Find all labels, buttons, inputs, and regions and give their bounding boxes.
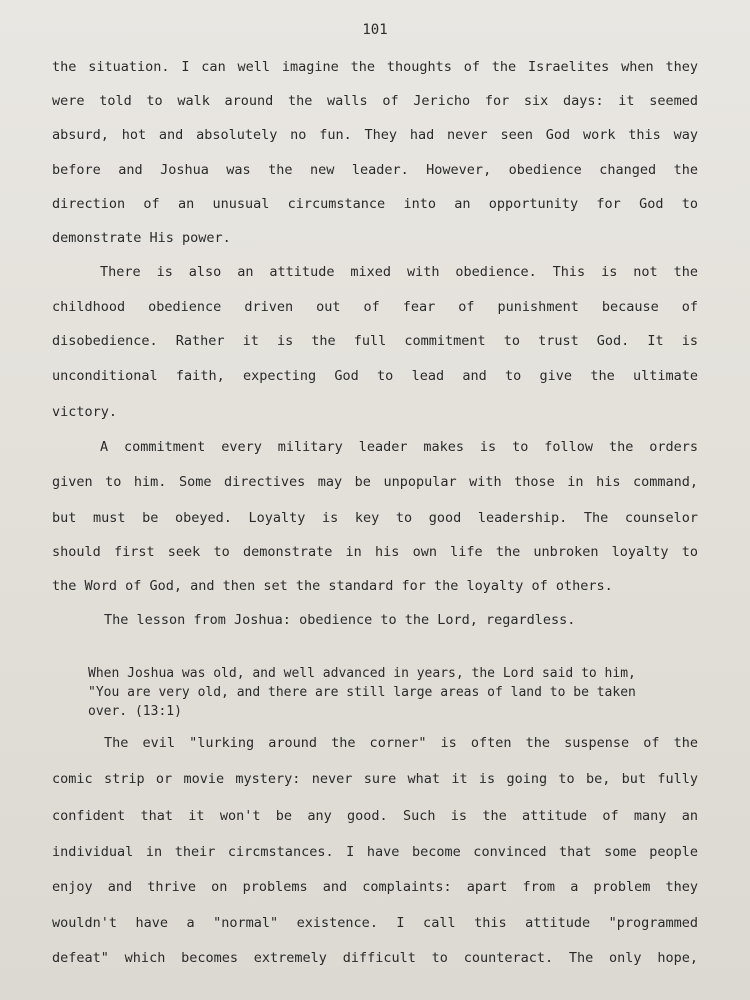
quote-line: over. (13:1) bbox=[88, 704, 182, 719]
text-line: before and Joshua was the new leader. However, obedience changed the bbox=[52, 162, 698, 178]
text-line: absurd, hot and absolutely no fun. They had never seen God work this way bbox=[52, 127, 698, 143]
text-line: demonstrate His power. bbox=[52, 230, 231, 246]
text-line: childhood obedience driven out of fear of punishment because of bbox=[52, 299, 698, 315]
text-line: unconditional faith, expecting God to lead and to give the ultimate bbox=[52, 368, 698, 384]
text-line: There is also an attitude mixed with obedience. This is not the bbox=[100, 264, 698, 280]
text-line: A commitment every military leader makes is to follow the orders bbox=[100, 439, 698, 455]
quote-line: "You are very old, and there are still large areas of land to be taken bbox=[88, 685, 636, 700]
text-line: individual in their circmstances. I have become convinced that some people bbox=[52, 844, 698, 860]
text-line: comic strip or movie mystery: never sure what it is going to be, but fully bbox=[52, 771, 698, 787]
text-line: direction of an unusual circumstance into an opportunity for God to bbox=[52, 196, 698, 212]
text-line: The evil "lurking around the corner" is often the suspense of the bbox=[104, 735, 698, 751]
text-line: the situation. I can well imagine the thoughts of the Israelites when they bbox=[52, 59, 698, 75]
text-line: but must be obeyed. Loyalty is key to good leadership. The counselor bbox=[52, 510, 698, 526]
text-line: the Word of God, and then set the standard for the loyalty of others. bbox=[52, 578, 613, 594]
text-line: were told to walk around the walls of Jericho for six days: it seemed bbox=[52, 93, 698, 109]
text-line: disobedience. Rather it is the full commitment to trust God. It is bbox=[52, 333, 698, 349]
text-line: wouldn't have a "normal" existence. I call this attitude "programmed bbox=[52, 915, 698, 931]
text-line: confident that it won't be any good. Such is the attitude of many an bbox=[52, 808, 698, 824]
quote-line: When Joshua was old, and well advanced in years, the Lord said to him, bbox=[88, 666, 636, 681]
text-line: The lesson from Joshua: obedience to the Lord, regardless. bbox=[104, 612, 576, 628]
text-line: victory. bbox=[52, 404, 118, 420]
text-line: enjoy and thrive on problems and complaints: apart from a problem they bbox=[52, 879, 698, 895]
text-line: should first seek to demonstrate in his own life the unbroken loyalty to bbox=[52, 544, 698, 560]
text-line: given to him. Some directives may be unpopular with those in his command, bbox=[52, 474, 698, 490]
page-number: 101 bbox=[362, 22, 388, 38]
text-line: defeat" which becomes extremely difficult to counteract. The only hope, bbox=[52, 950, 698, 966]
